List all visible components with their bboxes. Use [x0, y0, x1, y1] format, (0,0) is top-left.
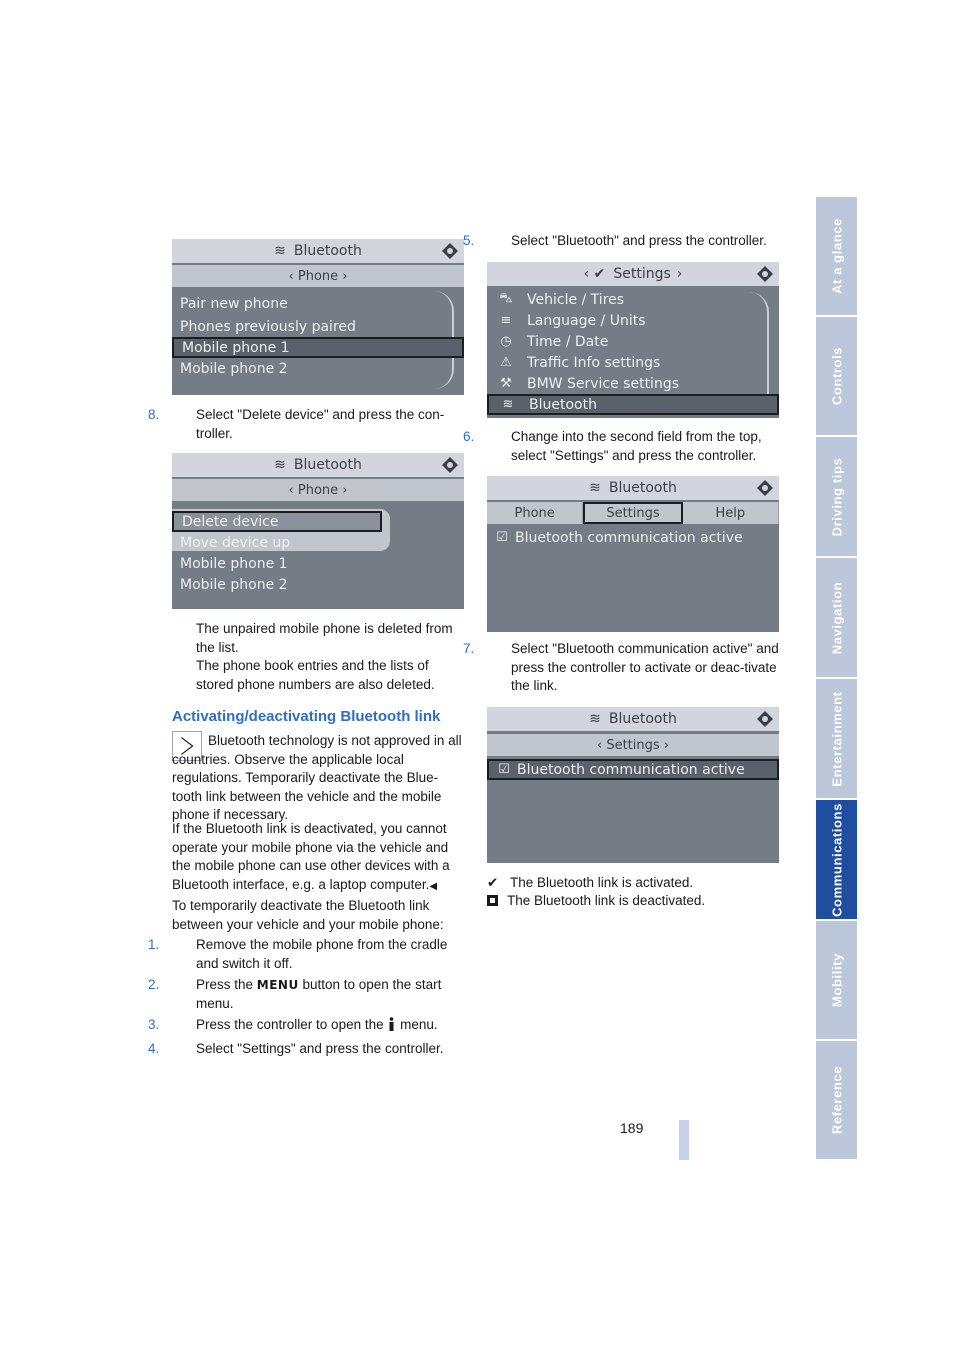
- step-3: 3. Press the controller to open the menu.: [148, 1017, 438, 1032]
- menu-list: [487, 527, 779, 548]
- menu-button-label: MENU: [256, 978, 299, 992]
- bluetooth-icon: ≋: [274, 243, 286, 259]
- screen-subtitle-bar: ‹ Settings ›: [487, 734, 779, 756]
- traffic-icon: ⚠: [500, 355, 512, 370]
- menu-item-move-device-up[interactable]: Move device up: [180, 534, 291, 551]
- screen-title-bar: ≋ Bluetooth: [487, 707, 779, 731]
- note-text-2: If the Bluetooth link is deactivated, you cannot operate your mobile phone via the vehicle and the mobile phone can use other devices with a Bluetooth interface, e.g. a laptop computer.◀: [172, 821, 450, 892]
- tab-at-a-glance[interactable]: At a glance: [816, 197, 857, 317]
- menu-item-phones-previously-paired[interactable]: Phones previously paired: [180, 318, 356, 335]
- step-2: 2. Press the MENU button to open the start menu.: [148, 977, 442, 1011]
- controller-icon: [442, 243, 458, 259]
- menu-item-vehicle-tires[interactable]: ⛍ Vehicle / Tires: [487, 289, 779, 310]
- screen-phone-list: [172, 239, 464, 395]
- menu-item-delete-device[interactable]: Delete device: [172, 511, 382, 532]
- screen-tabs: [487, 502, 779, 524]
- bluetooth-icon: ≋: [502, 397, 514, 412]
- step-1: 1. Remove the mobile phone from the cradle and switch it off.: [148, 937, 448, 971]
- empty-box-icon: [487, 895, 498, 906]
- screen-settings: [487, 262, 779, 418]
- page-marker: [679, 1120, 689, 1160]
- step-5: 5. Select "Bluetooth" and press the controller.: [463, 233, 767, 248]
- bluetooth-icon: ≋: [274, 457, 286, 473]
- step-6: 6. Change into the second field from the top, select "Settings" and press the controller.: [463, 429, 762, 463]
- legend-active: ✔ The Bluetooth link is activated.: [487, 874, 779, 893]
- tab-entertainment[interactable]: Entertainment: [816, 679, 857, 800]
- menu-list: [172, 293, 464, 379]
- controller-icon: [757, 480, 773, 496]
- menu-item-traffic-info[interactable]: ⚠ Traffic Info settings: [487, 352, 779, 373]
- menu-item-mobile-phone-2[interactable]: Mobile phone 2: [180, 360, 288, 377]
- bluetooth-icon: ≋: [589, 711, 601, 727]
- controller-icon: [442, 457, 458, 473]
- bluetooth-icon: ≋: [589, 480, 601, 496]
- menu-item-language-units[interactable]: ≡ Language / Units: [487, 310, 779, 331]
- tab-mobility[interactable]: Mobility: [816, 921, 857, 1041]
- menu-item-time-date[interactable]: ◷ Time / Date: [487, 331, 779, 352]
- menu-item-pair-new-phone[interactable]: Pair new phone: [180, 295, 288, 312]
- menu-list: [487, 289, 779, 415]
- step-8-result: The unpaired mobile phone is deleted from the list. The phone book entries and the lists of stored phone numbers are also deleted.: [196, 621, 453, 692]
- menu-list: [172, 511, 464, 595]
- chapter-tabs: [816, 197, 857, 1161]
- screen-title-bar: ≋ Bluetooth: [172, 239, 464, 263]
- tab-settings[interactable]: Settings: [583, 502, 682, 524]
- tab-reference[interactable]: Reference: [816, 1041, 857, 1161]
- clock-icon: ◷: [500, 334, 512, 349]
- step-4: 4. Select "Settings" and press the controller.: [148, 1041, 444, 1056]
- page-number: 189: [620, 1120, 644, 1136]
- checkbox-checked-icon: ☑: [498, 762, 510, 777]
- tab-controls[interactable]: Controls: [816, 317, 857, 437]
- controller-icon: [757, 711, 773, 727]
- screen-bluetooth-settings: [487, 707, 779, 863]
- tab-driving-tips[interactable]: Driving tips: [816, 437, 857, 558]
- checkbox-checked-icon: ☑: [496, 530, 508, 545]
- vehicle-icon: ⛍: [499, 291, 513, 306]
- menu-item-mobile-phone-2[interactable]: Mobile phone 2: [180, 576, 288, 593]
- settings-icon: ‹ ✔: [583, 266, 606, 282]
- tab-phone[interactable]: Phone: [487, 502, 583, 524]
- tab-communications[interactable]: Communications: [816, 800, 857, 921]
- menu-item-bmw-service[interactable]: ⚒ BMW Service settings: [487, 373, 779, 394]
- screen-subtitle-bar: ‹ Phone ›: [172, 479, 464, 501]
- step-7: 7. Select "Bluetooth communication active" and press the controller to activate or deac-tivate the link.: [463, 641, 779, 694]
- menu-item-mobile-phone-1[interactable]: Mobile phone 1: [180, 555, 288, 572]
- note-text: Bluetooth technology is not approved in all countries. Observe the applicable local regulations. Temporarily deactivate the Blue-tooth link between the vehicle and the mobile phone if necessary.: [172, 733, 462, 823]
- menu-item-bluetooth-communication[interactable]: ☑ Bluetooth communication active: [487, 759, 779, 780]
- screen-title-bar: ≋ Bluetooth: [172, 453, 464, 477]
- screen-bluetooth-tabs: [487, 476, 779, 632]
- menu-item-bluetooth-communication[interactable]: ☑ Bluetooth communication active: [496, 529, 743, 546]
- intro-text: To temporarily deactivate the Bluetooth link between your vehicle and your mobile phone:: [172, 898, 444, 932]
- screen-subtitle-bar: ‹ Phone ›: [172, 265, 464, 287]
- tab-help[interactable]: Help: [683, 502, 779, 524]
- service-icon: ⚒: [500, 376, 512, 391]
- legend-inactive: The Bluetooth link is deactivated.: [487, 892, 779, 911]
- checkmark-icon: ✔: [487, 875, 499, 890]
- screen-title-bar: ‹ ✔ Settings ›: [487, 262, 779, 286]
- screen-delete-device: [172, 453, 464, 609]
- menu-item-mobile-phone-1[interactable]: Mobile phone 1: [172, 337, 464, 358]
- step-8: 8. Select "Delete device" and press the con-troller.: [148, 407, 445, 441]
- menu-item-bluetooth[interactable]: ≋ Bluetooth: [487, 394, 779, 415]
- section-heading: Activating/deactivating Bluetooth link: [172, 708, 441, 725]
- menu-list: [487, 759, 779, 780]
- tab-navigation[interactable]: Navigation: [816, 558, 857, 679]
- screen-title-bar: ≋ Bluetooth: [487, 476, 779, 500]
- controller-icon: [757, 266, 773, 282]
- language-icon: ≡: [500, 313, 512, 328]
